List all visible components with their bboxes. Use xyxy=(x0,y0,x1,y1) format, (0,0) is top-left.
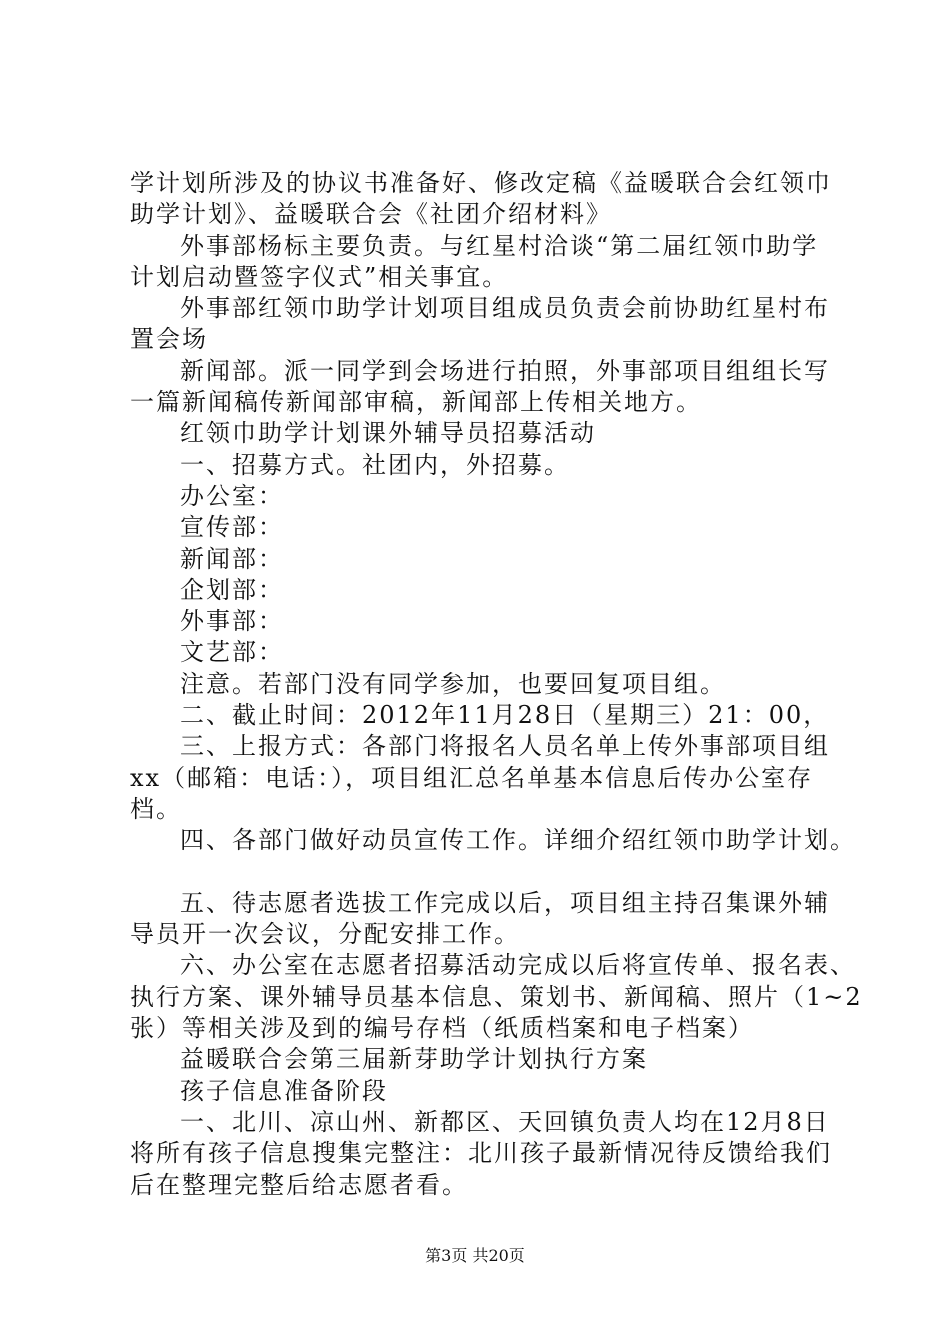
text-line: 二、截止时间：2012年11月28日（星期三）21：00， xyxy=(180,701,830,730)
text-line: 置会场 xyxy=(130,325,208,354)
text-line: 一篇新闻稿传新闻部审稿，新闻部上传相关地方。 xyxy=(130,388,702,417)
section-heading: 红领巾助学计划课外辅导员招募活动 xyxy=(180,419,596,448)
text-line: 档。 xyxy=(130,794,182,823)
text-line: 外事部红领巾助学计划项目组成员负责会前协助红星村布 xyxy=(180,294,830,323)
department-item: 办公室： xyxy=(180,481,284,510)
blank-line xyxy=(130,857,840,888)
department-item: 外事部： xyxy=(180,607,284,636)
text-line: 将所有孩子信息搜集完整注：北川孩子最新情况待反馈给我们 xyxy=(130,1139,832,1168)
text-line: 导员开一次会议，分配安排工作。 xyxy=(130,920,520,949)
text-line: 三、上报方式：各部门将报名人员名单上传外事部项目组 xyxy=(180,732,830,761)
text-line: 一、招募方式。社团内，外招募。 xyxy=(180,450,570,479)
document-body xyxy=(130,168,863,1201)
text-line: 五、待志愿者选拔工作完成以后，项目组主持召集课外辅 xyxy=(180,888,830,917)
text-line: 四、各部门做好动员宣传工作。详细介绍红领巾助学计划。 xyxy=(180,826,856,855)
department-item: 文艺部： xyxy=(180,638,284,667)
text-line: xx（邮箱：电话：），项目组汇总名单基本信息后传办公室存 xyxy=(130,763,814,792)
section-heading: 益暖联合会第三届新芽助学计划执行方案 xyxy=(180,1045,648,1074)
text-line: 后在整理完整后给志愿者看。 xyxy=(130,1170,468,1199)
department-item: 企划部： xyxy=(180,575,284,604)
text-line: 外事部杨标主要负责。与红星村洽谈“第二届红领巾助学 xyxy=(180,231,819,260)
text-line: 六、办公室在志愿者招募活动完成以后将宣传单、报名表、 xyxy=(180,951,856,980)
text-line: 学计划所涉及的协议书准备好、修改定稿《益暖联合会红领巾 xyxy=(130,169,832,197)
text-line: 注意。若部门没有同学参加，也要回复项目组。 xyxy=(180,669,726,698)
text-line: 张）等相关涉及到的编号存档（纸质档案和电子档案） xyxy=(130,1014,754,1043)
page-number-footer: 第3页 共20页 xyxy=(425,1246,525,1265)
department-item: 宣传部： xyxy=(180,513,284,542)
text-line: 计划启动暨签字仪式”相关事宜。 xyxy=(130,262,509,291)
text-line: 新闻部。派一同学到会场进行拍照，外事部项目组组长写 xyxy=(180,356,830,385)
text-line: 执行方案、课外辅导员基本信息、策划书、新闻稿、照片（1~2 xyxy=(130,982,863,1011)
text-line: 一、北川、凉山州、新都区、天回镇负责人均在12月8日 xyxy=(180,1107,830,1136)
text-line: 助学计划》、益暖联合会《社团介绍材料》 xyxy=(130,200,612,229)
section-heading: 孩子信息准备阶段 xyxy=(180,1076,388,1105)
department-item: 新闻部： xyxy=(180,544,284,573)
